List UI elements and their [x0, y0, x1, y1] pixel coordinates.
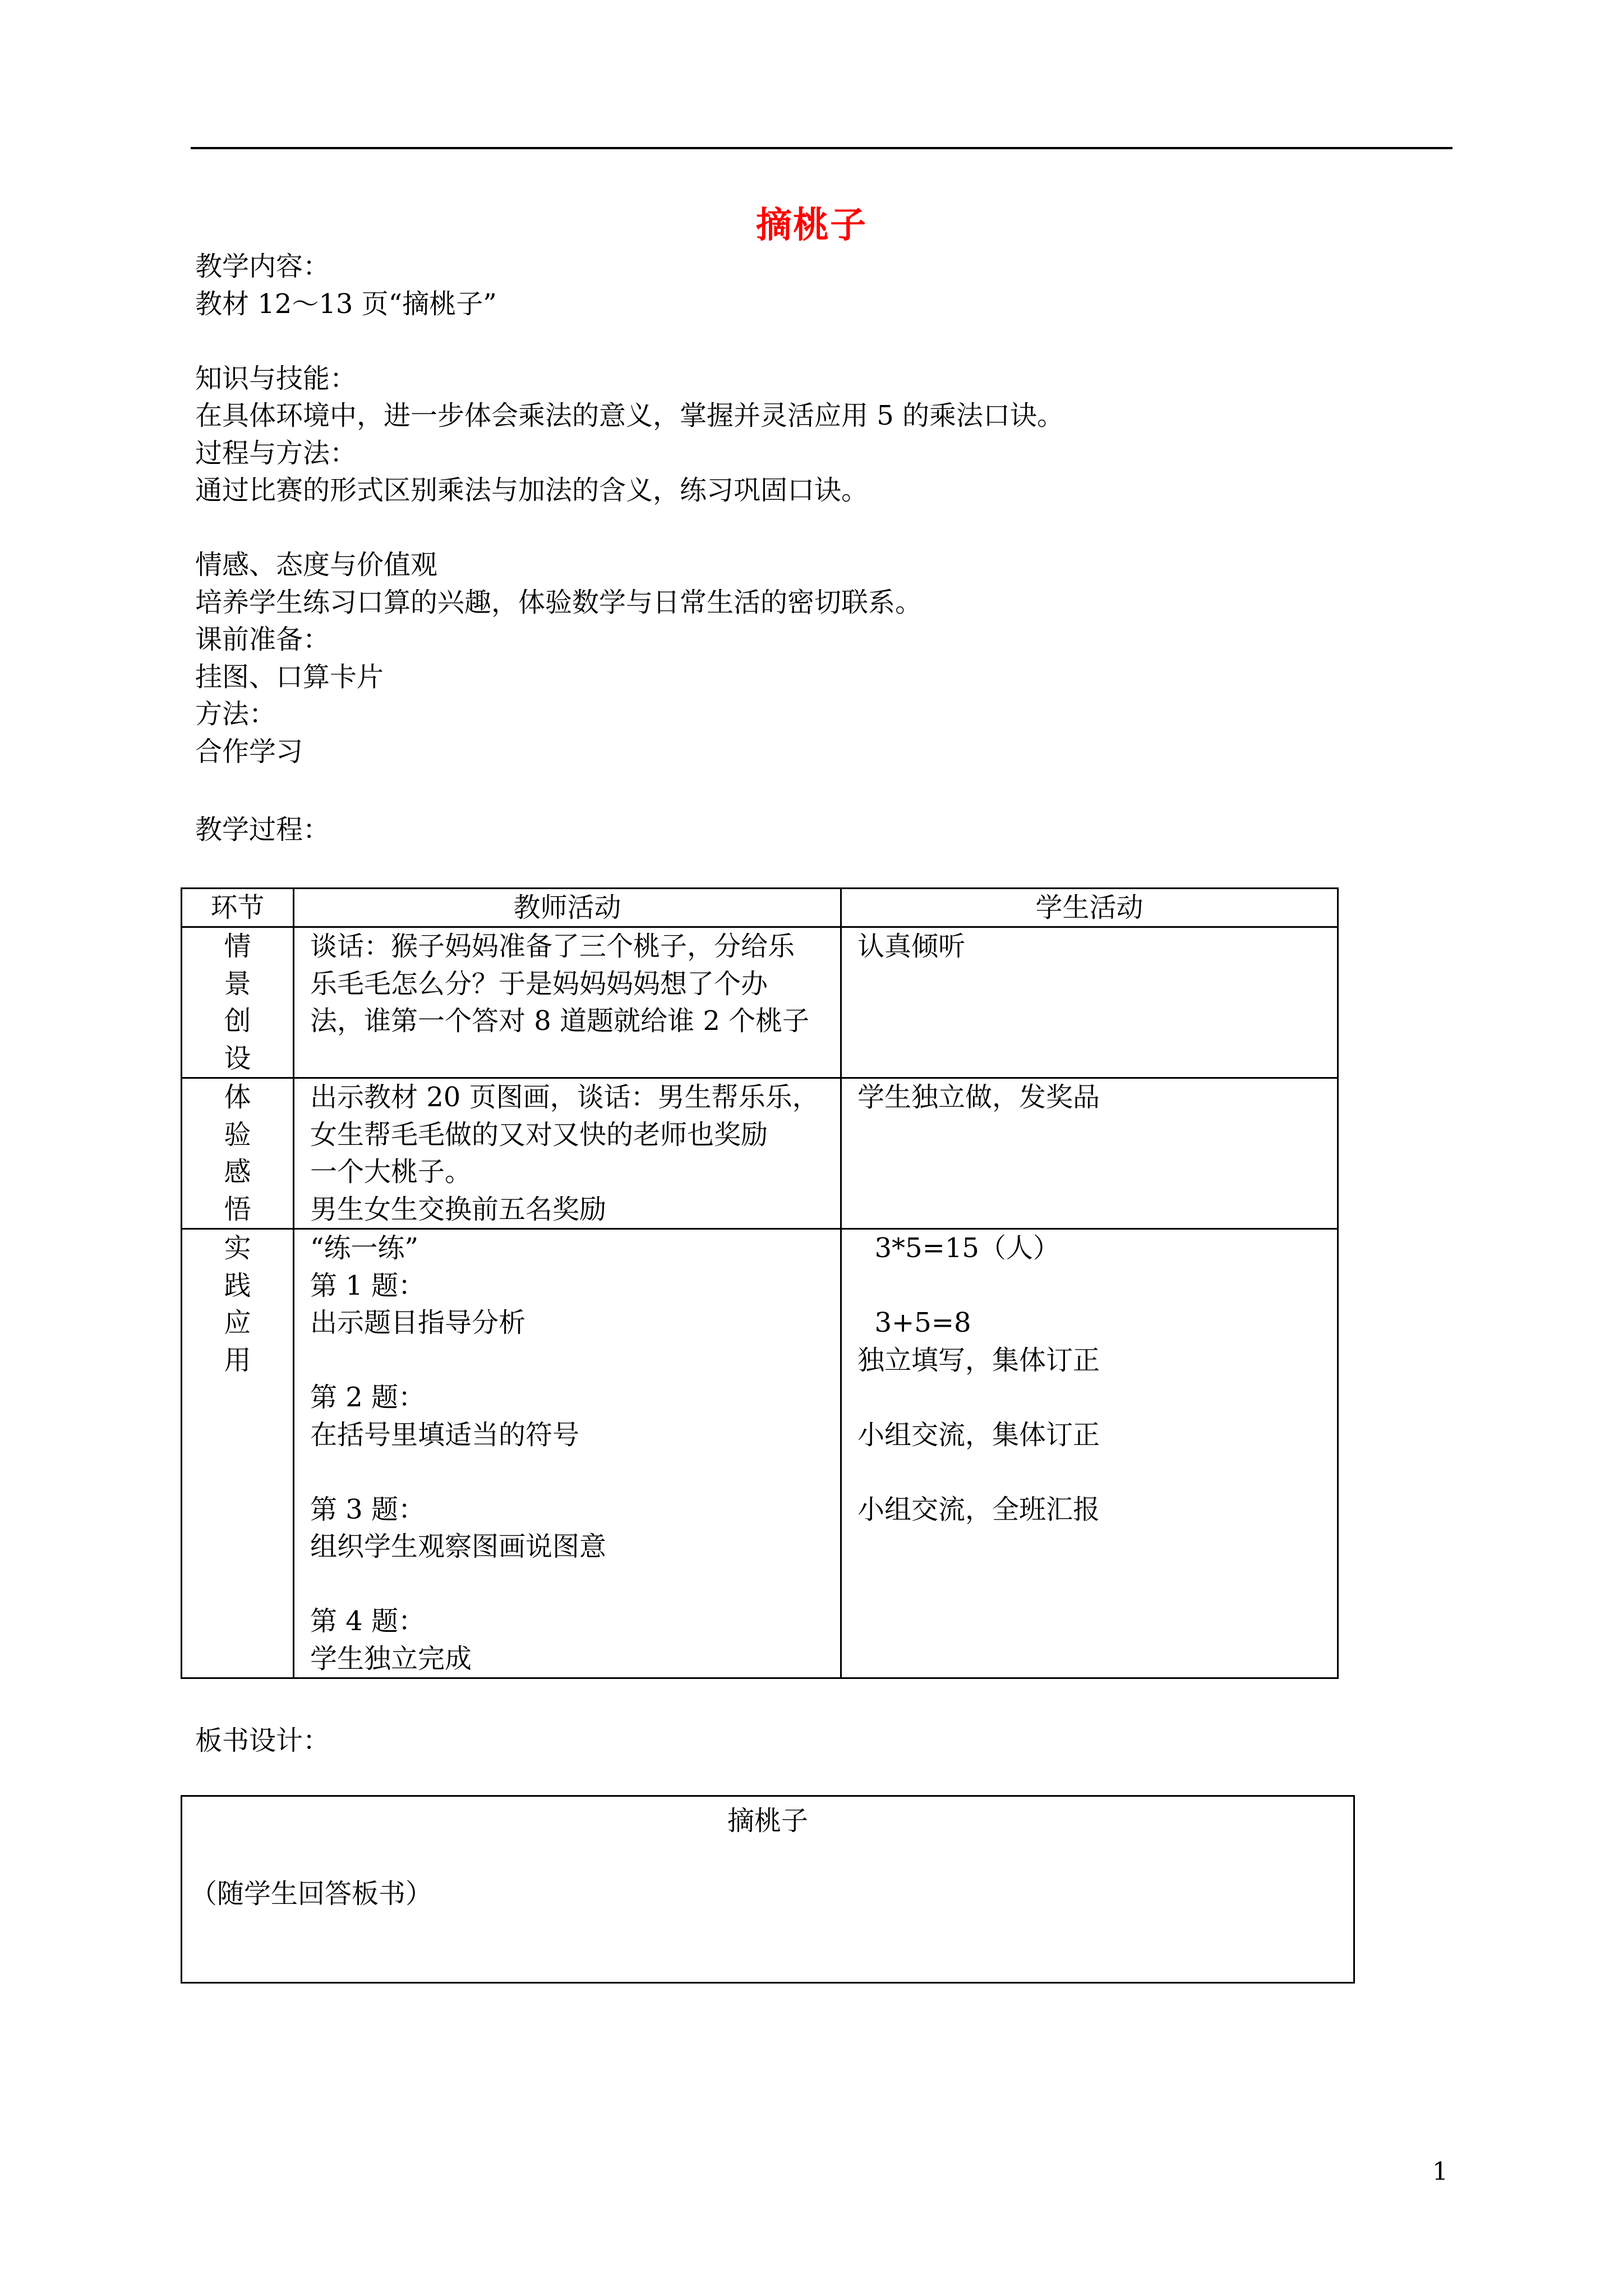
lesson-table [181, 887, 1339, 1679]
board-title: 摘桃子 [727, 1805, 808, 1837]
stage-cell [182, 927, 294, 1078]
teacher-activity-cell [294, 1078, 841, 1229]
stage-char: 体 [224, 1082, 251, 1113]
paragraph: 课前准备： [195, 624, 330, 655]
cell-line: 法，谁第一个答对 8 道题就给谁 2 个桃子 [310, 1005, 810, 1037]
student-activity-cell [841, 927, 1338, 1078]
cell-line [857, 1379, 1326, 1416]
stage-char: 情 [224, 931, 251, 962]
column-header-teacher: 教师活动 [294, 889, 841, 927]
cell-line: 第 1 题： [310, 1269, 426, 1301]
stage-char: 悟 [224, 1193, 251, 1225]
teacher-activity-cell [294, 927, 841, 1078]
paragraph [195, 323, 1429, 360]
cell-line: 认真倾听 [857, 931, 966, 962]
cell-line: 学生独立做，发奖品 [857, 1082, 1100, 1113]
paragraph: 教材 12～13 页“摘桃子” [195, 288, 497, 320]
cell-line: 小组交流，全班汇报 [857, 1493, 1100, 1525]
cell-line: 男生女生交换前五名奖励 [310, 1193, 607, 1225]
stage-char: 践 [224, 1269, 251, 1301]
stage-char: 实 [224, 1232, 251, 1264]
header-rule [191, 147, 1453, 149]
cell-line: “练一练” [310, 1232, 419, 1264]
cell-line: 3+5=8 [857, 1307, 971, 1338]
paragraph [195, 509, 1429, 547]
cell-line: 乐毛毛怎么分？于是妈妈妈妈想了个办 [310, 968, 768, 1000]
student-activity-cell [841, 1229, 1338, 1678]
cell-line: 组织学生观察图画说图意 [310, 1531, 607, 1562]
cell-line [310, 1342, 829, 1379]
paragraph: 合作学习 [195, 735, 303, 767]
stage-char: 应 [224, 1307, 251, 1338]
paragraph: 情感、态度与价值观 [195, 549, 438, 581]
stage-char: 用 [224, 1344, 251, 1376]
page-number: 1 [1432, 2157, 1448, 2186]
cell-line: 3*5=15（人） [857, 1232, 1060, 1264]
stage-char: 设 [224, 1042, 251, 1074]
board-note: （随学生回答板书） [190, 1878, 433, 1910]
stage-char: 创 [224, 1005, 251, 1037]
cell-line [857, 1453, 1326, 1491]
cell-line: 一个大桃子。 [310, 1156, 472, 1188]
cell-line [857, 1267, 1326, 1305]
cell-line: 谈话：猴子妈妈准备了三个桃子，分给乐 [310, 931, 795, 962]
board-design-label: 板书设计： [195, 1725, 330, 1756]
cell-line: 独立填写，集体订正 [857, 1344, 1100, 1376]
board-design-box [181, 1795, 1355, 1984]
column-header-student: 学生活动 [841, 889, 1338, 927]
process-label: 教学过程： [195, 814, 330, 845]
page-title: 摘桃子 [756, 205, 867, 246]
stage-char: 景 [224, 968, 251, 1000]
paragraph: 培养学生练习口算的兴趣，体验数学与日常生活的密切联系。 [195, 586, 923, 618]
stage-cell [182, 1229, 294, 1678]
cell-line: 出示题目指导分析 [310, 1307, 526, 1338]
paragraph: 教学内容： [195, 251, 330, 282]
cell-line [310, 1453, 829, 1491]
cell-line: 第 2 题： [310, 1382, 426, 1413]
paragraph: 通过比赛的形式区别乘法与加法的含义，练习巩固口诀。 [195, 475, 869, 506]
cell-line: 女生帮毛毛做的又对又快的老师也奖励 [310, 1119, 768, 1151]
cell-line: 出示教材 20 页图画，谈话：男生帮乐乐， [310, 1082, 819, 1113]
table-header-row [182, 889, 1338, 927]
paragraph: 知识与技能： [195, 362, 357, 394]
cell-line: 第 3 题： [310, 1493, 426, 1525]
cell-line: 小组交流，集体订正 [857, 1419, 1100, 1451]
table-row [182, 1229, 1338, 1678]
paragraph: 方法： [195, 698, 276, 730]
table-row [182, 1078, 1338, 1229]
lesson-intro [195, 248, 1429, 770]
stage-cell [182, 1078, 294, 1229]
cell-line: 第 4 题： [310, 1605, 426, 1637]
cell-line: 在括号里填适当的符号 [310, 1419, 580, 1451]
paragraph: 过程与方法： [195, 437, 357, 469]
paragraph: 在具体环境中，进一步体会乘法的意义，掌握并灵活应用 5 的乘法口诀。 [195, 400, 1064, 431]
cell-line [310, 1566, 829, 1603]
teacher-activity-cell [294, 1229, 841, 1678]
table-row [182, 927, 1338, 1078]
stage-char: 验 [224, 1119, 251, 1151]
cell-line: 学生独立完成 [310, 1642, 472, 1674]
student-activity-cell [841, 1078, 1338, 1229]
column-header-stage: 环节 [182, 889, 294, 927]
stage-char: 感 [224, 1156, 251, 1188]
paragraph: 挂图、口算卡片 [195, 661, 384, 693]
